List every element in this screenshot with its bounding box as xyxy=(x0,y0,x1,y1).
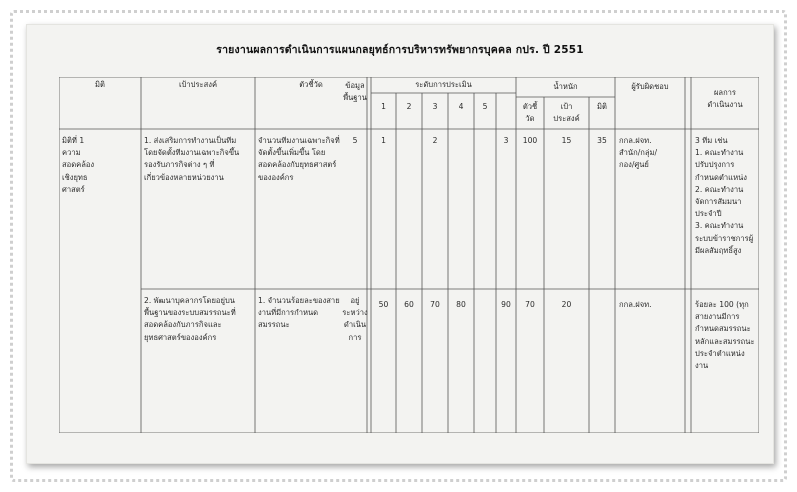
header-baseline: ข้อมูล พื้นฐาน xyxy=(343,81,367,103)
header-objective: เป้าประสงค์ xyxy=(178,80,218,89)
row1-result: 3 ทีม เช่น 1. คณะทำงาน ปรับปรุงการ กำหนดตำแหน่ง 2. คณะทำงาน จัดการสัมมนา ประจำปี 3. คณะทำงาน ระบบข้าราชการผู้ มีผลสัมฤทธิ์สูง xyxy=(695,136,754,255)
row2-indicator: 1. จำนวนร้อยละของสาย งานที่มีการกำหนด สมรรถนะ xyxy=(258,296,340,330)
row1-dimension: มิติที่ 1 ความ สอดคล้อง เชิงยุทธ ศาสตร์ xyxy=(62,136,95,194)
header-weight-target: เป้า ประสงค์ xyxy=(553,102,580,124)
row2-level-4: 80 xyxy=(456,300,466,309)
row2-level-5: 90 xyxy=(501,300,511,309)
header-weight-indicator: ตัวชี้ วัด xyxy=(522,102,538,124)
header-level-1: 1 xyxy=(381,102,386,111)
row1-baseline: 5 xyxy=(352,136,358,145)
row2-level-3: 70 xyxy=(430,300,440,309)
row2-weight-target: 20 xyxy=(561,300,572,309)
row1-objective: 1. ส่งเสริมการทำงานเป็นทีม โดยจัดตั้งทีมงานเฉพาะกิจขึ้น รองรับภารกิจต่าง ๆ ที่ เกี่ยวข้องหลายหน่วยงาน xyxy=(144,136,240,182)
header-levels: ระดับการประเมิน xyxy=(415,80,472,89)
row2-level-1: 50 xyxy=(378,300,389,309)
row1-responsible: กกล.ฝจท. สำนัก/กลุ่ม/ กอง/ศูนย์ xyxy=(619,136,658,170)
header-level-2: 2 xyxy=(406,102,412,111)
row1-weight-indicator: 100 xyxy=(522,136,538,145)
row1-level-3: 2 xyxy=(432,136,438,145)
header-weight: น้ำหนัก xyxy=(553,82,578,91)
header-level-4: 4 xyxy=(458,102,464,111)
row1-level-5: 3 xyxy=(503,136,509,145)
header-responsible: ผู้รับผิดชอบ xyxy=(631,82,669,91)
table-grid-lines xyxy=(59,77,759,433)
row1-level-1: 1 xyxy=(381,136,386,145)
row2-objective: 2. พัฒนาบุคลากรโดยอยู่บน พื้นฐานของระบบสมรรถนะที่ สอดคล้องกับภารกิจและ ยุทธศาสตร์ขององค์กร xyxy=(144,296,236,342)
row1-indicator: จำนวนทีมงานเฉพาะกิจที่ จัดตั้งขึ้นเพิ่มขึ้น โดย สอดคล้องกับยุทธศาสตร์ ขององค์กร xyxy=(258,136,340,182)
row1-weight-dimension: 35 xyxy=(597,136,607,145)
report-table xyxy=(59,77,759,433)
header-level-3: 3 xyxy=(432,102,438,111)
row2-weight-indicator: 70 xyxy=(525,300,535,309)
row2-baseline: อยู่ ระหว่าง ดำเนิน การ xyxy=(342,296,368,342)
header-dimension: มิติ xyxy=(95,80,105,89)
header-indicator: ตัวชี้วัด xyxy=(299,80,323,89)
row2-result: ร้อยละ 100 (ทุก สายงานมีการ กำหนดสมรรถนะ หลักและสมรรถนะ ประจำตำแหน่ง งาน xyxy=(695,300,755,371)
scanned-document xyxy=(26,24,774,464)
row2-level-2: 60 xyxy=(404,300,414,309)
document-title: รายงานผลการดำเนินการแผนกลยุทธ์การบริหารทรัพยากรบุคคล กปร. ปี 2551 xyxy=(216,44,584,56)
header-level-5: 5 xyxy=(482,102,488,111)
row2-responsible: กกล.ฝจท. xyxy=(619,300,652,309)
header-result: ผลการ ดำเนินงาน xyxy=(707,88,743,110)
header-weight-dimension: มิติ xyxy=(597,102,607,111)
row1-weight-target: 15 xyxy=(561,136,572,145)
